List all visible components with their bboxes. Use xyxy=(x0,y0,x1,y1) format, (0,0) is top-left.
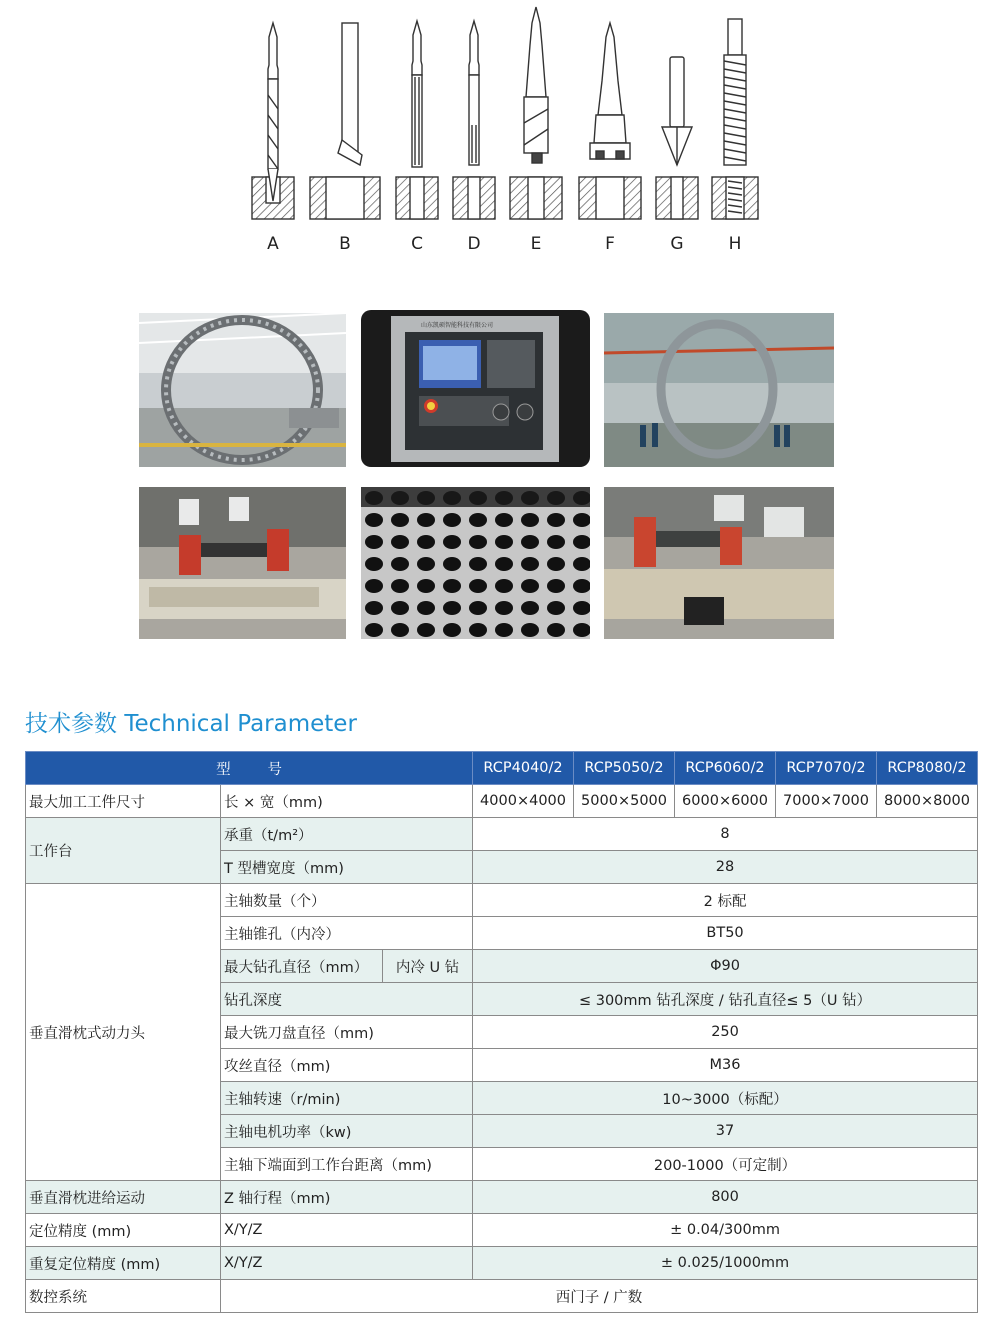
section-title-en: Technical Parameter xyxy=(124,711,357,737)
size-value-2: 5000×5000 xyxy=(574,785,675,818)
header-model-label: 型 号 xyxy=(26,752,473,785)
tool-label-c: C xyxy=(411,234,423,254)
tool-label-a: A xyxy=(267,234,279,254)
drilled-tube-sheet-photo xyxy=(361,487,590,639)
param-label: 最大铣刀盘直径（mm) xyxy=(221,1016,473,1049)
header-model-2: RCP5050/2 xyxy=(574,752,675,785)
group-label: 数控系统 xyxy=(26,1280,221,1313)
param-value: ± 0.025/1000mm xyxy=(473,1247,978,1280)
param-label: 主轴数量（个） xyxy=(221,884,473,917)
param-value: ± 0.04/300mm xyxy=(473,1214,978,1247)
tool-f-face-mill-icon xyxy=(579,23,641,219)
table-header-row xyxy=(26,752,978,785)
gantry-drilling-machine-photo xyxy=(139,487,346,639)
param-label: 长 × 宽（mm) xyxy=(221,785,473,818)
size-value-3: 6000×6000 xyxy=(675,785,776,818)
param-label: Z 轴行程（mm) xyxy=(221,1181,473,1214)
param-label: T 型槽宽度（mm) xyxy=(221,851,473,884)
machining-tools-diagram xyxy=(240,5,780,260)
table-row xyxy=(26,1247,978,1280)
tool-e-u-drill-icon xyxy=(510,7,562,219)
param-label: 攻丝直径（mm) xyxy=(221,1049,473,1082)
cnc-control-panel-photo xyxy=(361,310,590,467)
param-value: 西门子 / 广数 xyxy=(221,1280,978,1313)
param-label: 主轴锥孔（内冷） xyxy=(221,917,473,950)
tool-a-twist-drill-icon xyxy=(252,23,294,219)
param-label: 主轴转速（r/min) xyxy=(221,1082,473,1115)
table-row xyxy=(26,818,978,851)
param-value: 28 xyxy=(473,851,978,884)
param-label: 主轴下端面到工作台距离（mm) xyxy=(221,1148,473,1181)
table-row xyxy=(26,1181,978,1214)
technical-parameter-table xyxy=(25,751,978,1313)
group-label: 工作台 xyxy=(26,818,221,884)
param-label: 钻孔深度 xyxy=(221,983,473,1016)
group-label: 定位精度 (mm) xyxy=(26,1214,221,1247)
tool-d-reamer-icon xyxy=(453,21,495,219)
param-value: 800 xyxy=(473,1181,978,1214)
slewing-bearing-ring-photo xyxy=(139,313,346,467)
group-label: 垂直滑枕式动力头 xyxy=(26,884,221,1181)
tool-label-e: E xyxy=(530,234,542,254)
size-value-4: 7000×7000 xyxy=(776,785,877,818)
group-label: 最大加工工件尺寸 xyxy=(26,785,221,818)
control-panel-label: 山东凯硕智能科技有限公司 xyxy=(421,322,494,329)
tool-label-g: G xyxy=(670,234,684,254)
gantry-machine-workshop-photo xyxy=(604,487,834,639)
size-value-1: 4000×4000 xyxy=(473,785,574,818)
param-value: 37 xyxy=(473,1115,978,1148)
param-value: M36 xyxy=(473,1049,978,1082)
param-sublabel: 内冷 U 钻 xyxy=(383,950,473,983)
param-value: BT50 xyxy=(473,917,978,950)
group-label: 垂直滑枕进给运动 xyxy=(26,1181,221,1214)
param-value: 200-1000（可定制） xyxy=(473,1148,978,1181)
header-model-1: RCP4040/2 xyxy=(473,752,574,785)
header-model-4: RCP7070/2 xyxy=(776,752,877,785)
table-row xyxy=(26,1214,978,1247)
param-value: ≤ 300mm 钻孔深度 / 钻孔直径≤ 5（U 钻） xyxy=(473,983,978,1016)
param-value: 10~3000（标配） xyxy=(473,1082,978,1115)
header-model-5: RCP8080/2 xyxy=(877,752,978,785)
tool-g-countersink-icon xyxy=(656,57,698,219)
section-title xyxy=(25,705,357,738)
tool-label-d: D xyxy=(467,234,481,254)
section-title-cn: 技术参数 xyxy=(25,711,117,737)
param-label: 承重（t/m²） xyxy=(221,818,473,851)
param-value: 250 xyxy=(473,1016,978,1049)
param-label: X/Y/Z xyxy=(221,1214,473,1247)
param-label: 主轴电机功率（kw) xyxy=(221,1115,473,1148)
table-row xyxy=(26,884,978,917)
tool-c-reamer-icon xyxy=(396,21,438,219)
param-value: 2 标配 xyxy=(473,884,978,917)
param-label: X/Y/Z xyxy=(221,1247,473,1280)
tool-label-b: B xyxy=(339,234,351,254)
param-value: 8 xyxy=(473,818,978,851)
table-row xyxy=(26,785,978,818)
header-model-3: RCP6060/2 xyxy=(675,752,776,785)
tool-label-f: F xyxy=(605,234,615,254)
group-label: 重复定位精度 (mm) xyxy=(26,1247,221,1280)
tool-label-h: H xyxy=(728,234,742,254)
param-value: Φ90 xyxy=(473,950,978,983)
tool-b-boring-bar-icon xyxy=(310,23,380,219)
param-label: 最大钻孔直径（mm） xyxy=(221,950,383,983)
size-value-5: 8000×8000 xyxy=(877,785,978,818)
large-ring-with-workers-photo xyxy=(604,313,834,467)
table-row xyxy=(26,1280,978,1313)
tool-h-tap-icon xyxy=(712,19,758,219)
